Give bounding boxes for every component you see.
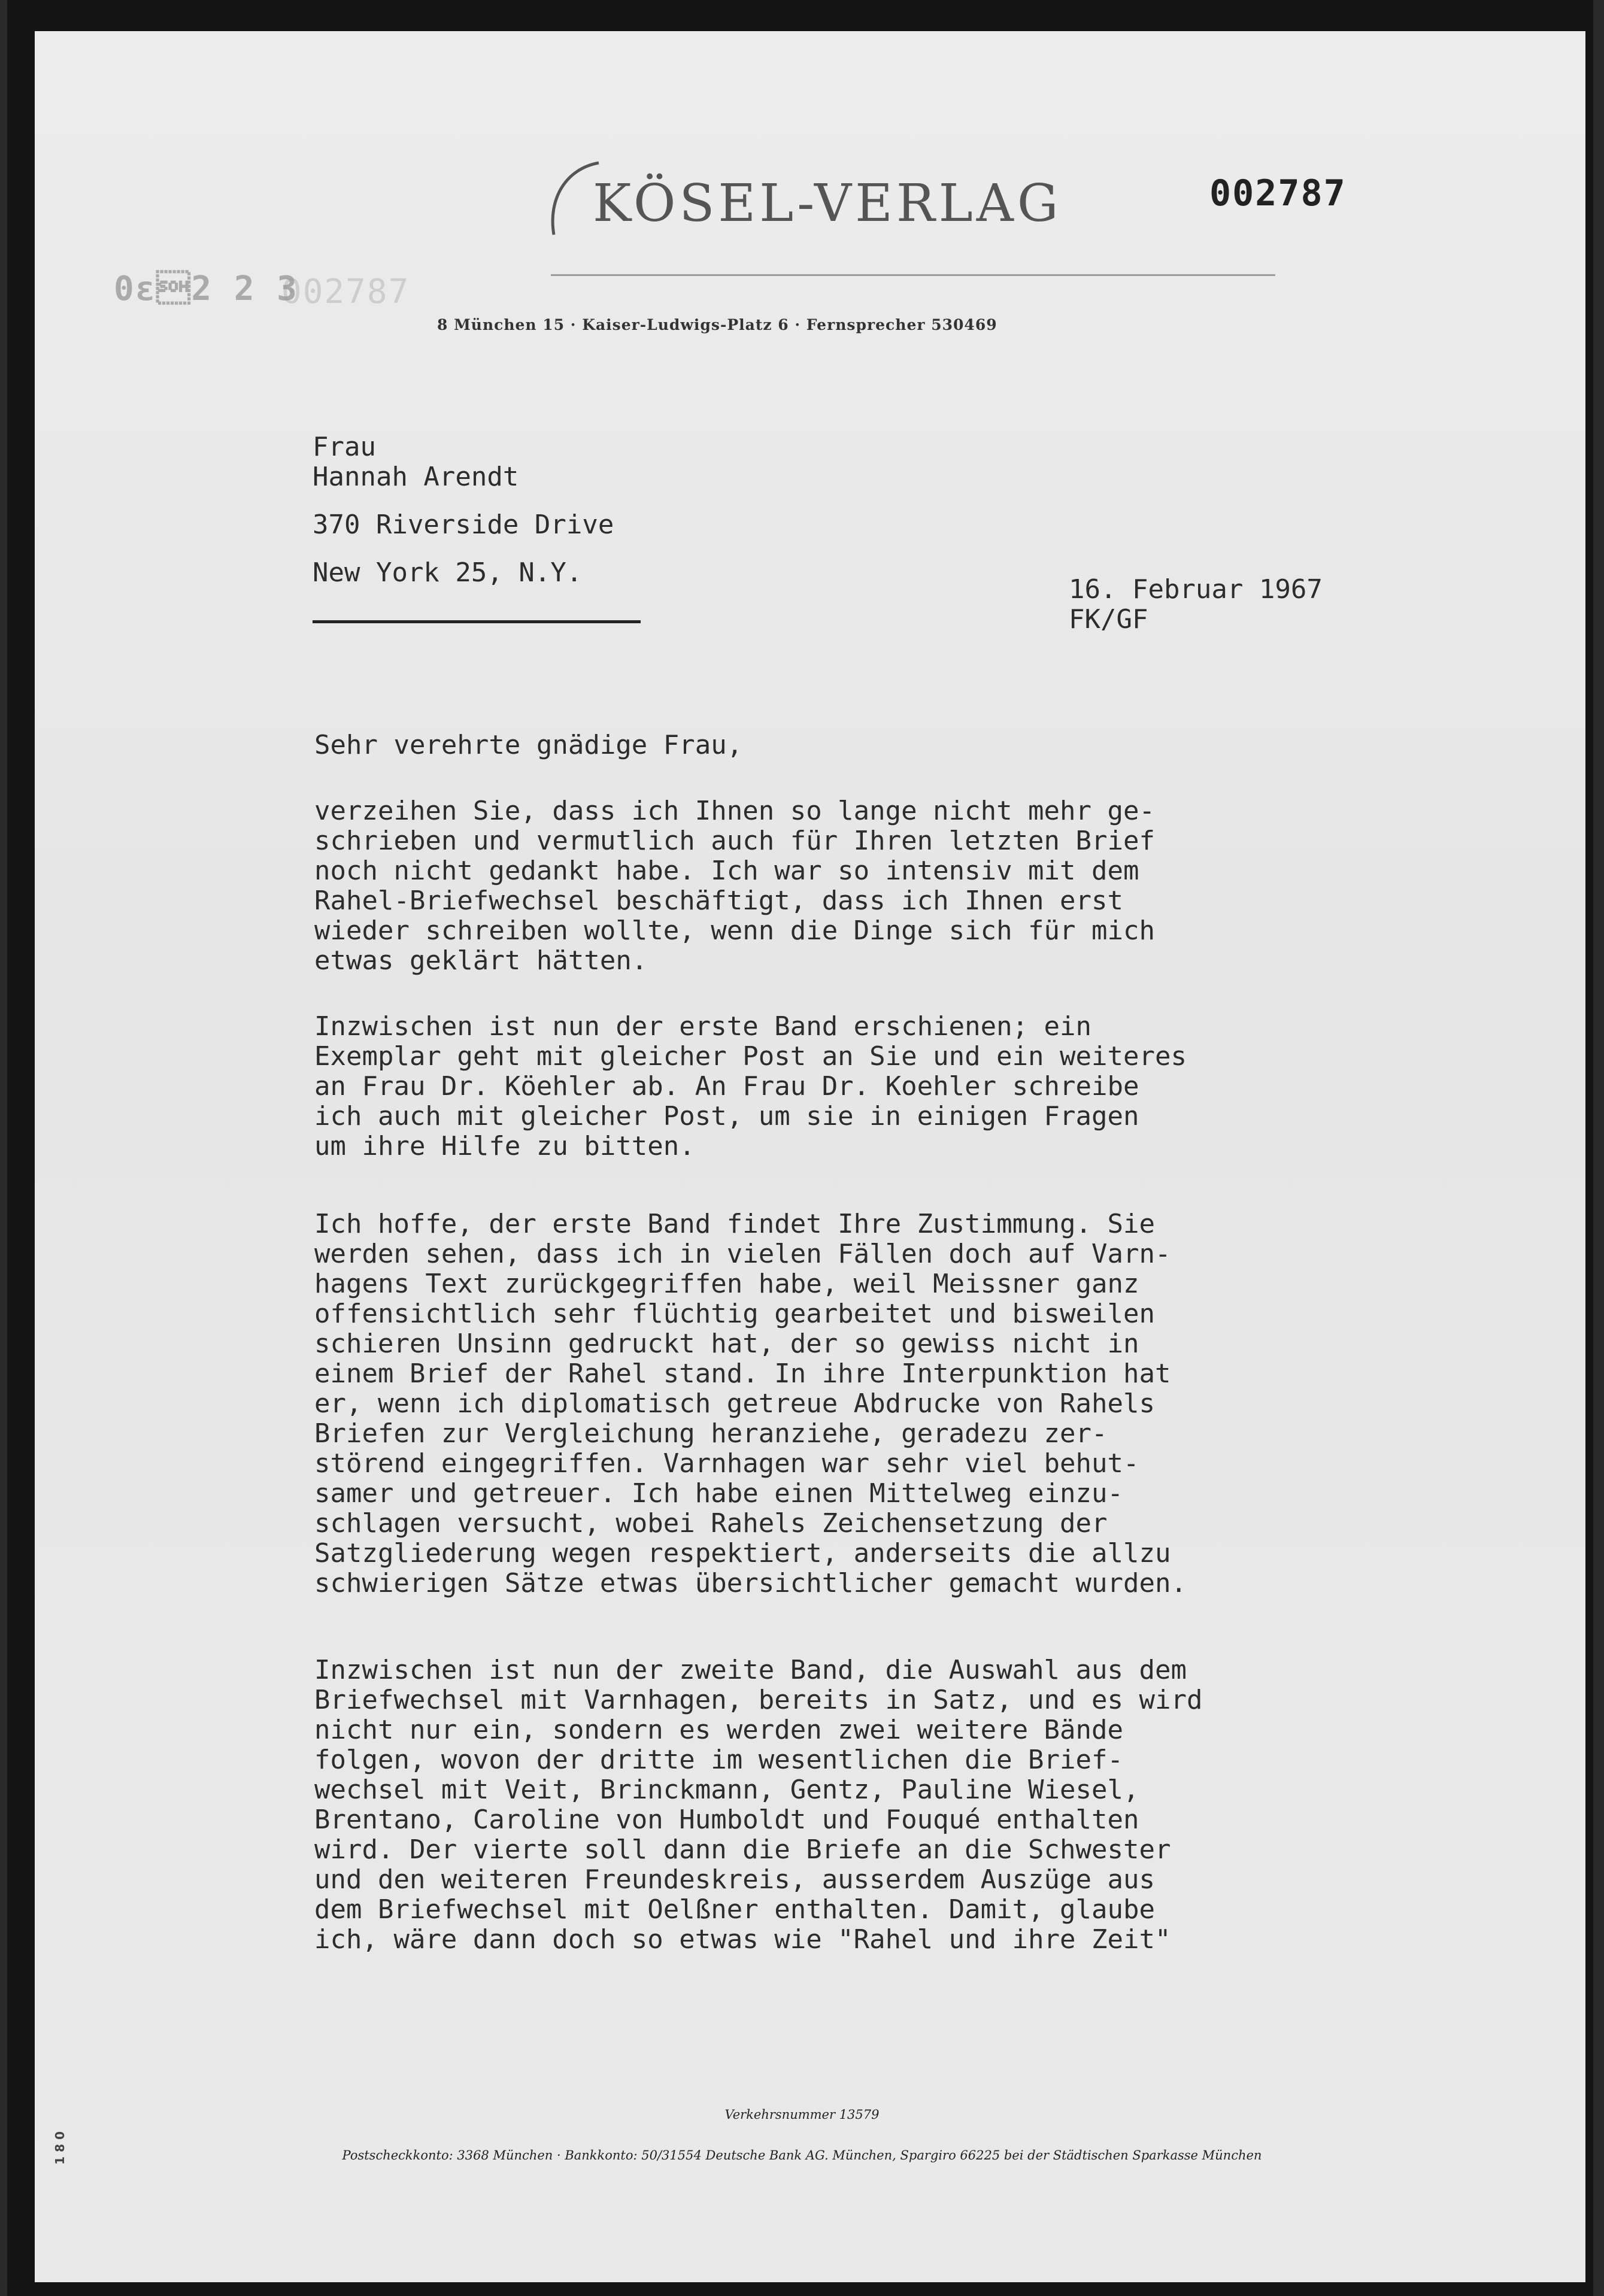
letterhead-address: 8 München 15 · Kaiser-Ludwigs-Platz 6 · Fernsprecher 530469 — [437, 316, 997, 333]
recipient-block — [313, 432, 614, 588]
paragraph-3: Ich hoffe, der erste Band findet Ihre Zustimmung. Sie werden sehen, dass ich in vielen Fällen doch auf Varn- hagens Text zurückgegriffen habe, weil Meissner ganz offensichtlich sehr flüchtig gearbeitet und bisweilen schieren Unsinn gedruckt hat, der so gewiss nicht in einem Brief der Rahel stand. In ihre Interpunktion hat er, wenn ich diplomatisch getreue Abdrucke von Rahels Briefen zur Vergleichung heranziehe, geradezu zer- störend eingegriffen. Varnhagen war sehr viel behut- samer und getreuer. Ich habe einen Mittelweg einzu- schlagen versucht, wobei Rahels Zeichensetzung der Satzgliederung wegen respektiert, anderseits die allzu schwierigen Sätze etwas übersichtlicher gemacht wurden. — [314, 1209, 1187, 1599]
document-number: 002787 — [1209, 172, 1347, 214]
date-block — [1069, 575, 1323, 635]
letter-date: 16. Februar 1967 — [1069, 574, 1323, 605]
recipient-street: 370 Riverside Drive — [313, 509, 614, 540]
traffic-number: Verkehrsnummer 13579 — [724, 2107, 880, 2122]
paragraph-2: Inzwischen ist nun der erste Band erschienen; ein Exemplar geht mit gleicher Post an Sie und ein weiteres an Frau Dr. Köehler ab. An Frau Dr. Koehler schreibe ich auch mit gleicher Post, um sie in einigen Fragen um ihre Hilfe zu bitten. — [314, 1011, 1187, 1161]
recipient-city: New York 25, N.Y. — [313, 557, 583, 588]
ghost-stamp: 0ε2 2 3 — [114, 269, 299, 308]
letter-reference: FK/GF — [1069, 604, 1148, 635]
ghost-stamp-faint: 002787 — [281, 272, 410, 311]
edge-mark: 1 8 0 — [53, 2131, 67, 2165]
recipient-title: Frau — [313, 432, 376, 462]
recipient-name: Hannah Arendt — [313, 462, 519, 492]
paragraph-1: verzeihen Sie, dass ich Ihnen so lange nicht mehr ge- schrieben und vermutlich auch für Ihren letzten Brief noch nicht gedankt habe. Ich war so intensiv mit dem Rahel-Briefwechsel beschäftigt, dass ich Ihnen erst wieder schreiben wollte, wenn die Dinge sich für mich etwas geklärt hätten. — [314, 796, 1155, 976]
address-underline — [313, 620, 641, 623]
company-logo: KÖSEL-VERLAG — [593, 174, 1062, 233]
letterhead-divider — [551, 274, 1275, 276]
salutation: Sehr verehrte gnädige Frau, — [314, 730, 743, 760]
paragraph-4: Inzwischen ist nun der zweite Band, die Auswahl aus dem Briefwechsel mit Varnhagen, bereits in Satz, und es wird nicht nur ein, sondern es werden zwei weitere Bände folgen, wovon der dritte im wesentlichen die Brief- wechsel mit Veit, Brinckmann, Gentz, Pauline Wiesel, Brentano, Caroline von Humboldt und Fouqué enthalten wird. Der vierte soll dann die Briefe an die Schwester und den weiteren Freundeskreis, ausserdem Auszüge aus dem Briefwechsel mit Oelßner enthalten. Damit, glaube ich, wäre dann doch so etwas wie "Rahel und ihre Zeit" — [314, 1655, 1203, 1955]
bank-details: Postscheckkonto: 3368 München · Bankkonto: 50/31554 Deutsche Bank AG. München, Spargiro 66225 bei der Städtischen Sparkasse München — [342, 2148, 1262, 2162]
